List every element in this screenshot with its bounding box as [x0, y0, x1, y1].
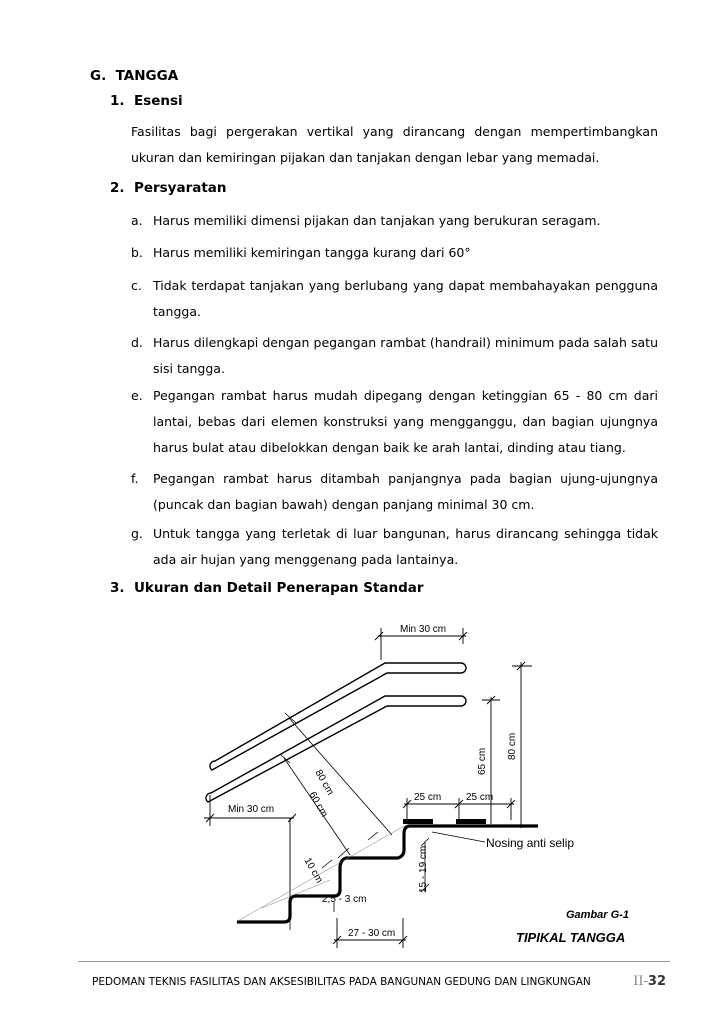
- nosing-pads: [403, 819, 486, 824]
- dim-10: [322, 860, 332, 868]
- list-item-label: g.: [131, 526, 143, 541]
- list-item-text: Untuk tangga yang terletak di luar bangunan, harus dirancang sehingga tidak ada air hujan yang menggenang pada lantainya.: [153, 526, 658, 567]
- subsection-1-number: 1.: [110, 93, 125, 109]
- section-title: TANGGA: [115, 68, 179, 84]
- footer-divider: [78, 961, 670, 962]
- figure-number: Gambar G-1: [566, 909, 629, 921]
- upper-handrail: [210, 663, 466, 770]
- list-item-text: Pegangan rambat harus mudah dipegang dengan ketinggian 65 - 80 cm dari lantai, bebas dari elemen konstruksi yang mengganggu, dan bagian ujungnya harus bulat atau dibelokkan dengan baik ke arah lantai, dinding atau tiang.: [153, 388, 658, 455]
- list-item-text: Pegangan rambat harus ditambah panjangnya pada bagian ujung-ujungnya (puncak dan bagian bawah) dengan panjang minimal 30 cm.: [153, 471, 658, 512]
- page-number: [633, 974, 666, 989]
- esensi-paragraph: Fasilitas bagi pergerakan vertikal yang dirancang dengan mempertimbangkan ukuran dan kemiringan pijakan dan tanjakan dengan lebar yang memadai.: [131, 124, 658, 165]
- label-min30-top: Min 30 cm: [400, 624, 447, 635]
- subsection-2-number: 2.: [110, 180, 125, 196]
- footer-text: PEDOMAN TEKNIS FASILITAS DAN AKSESIBILITAS PADA BANGUNAN GEDUNG DAN LINGKUNGAN: [92, 976, 591, 988]
- label-25-a: 25 cm: [414, 792, 442, 803]
- label-nosing: Nosing anti selip: [486, 836, 575, 850]
- handrails: [206, 663, 466, 802]
- page-num: 32: [647, 974, 666, 989]
- list-item-text: Harus memiliki kemiringan tangga kurang dari 60°: [153, 245, 471, 260]
- list-item-label: e.: [131, 388, 143, 403]
- list-item-text: Tidak terdapat tanjakan yang berlubang yang dapat membahayakan pengguna tangga.: [153, 278, 658, 319]
- subsection-1-title: Esensi: [133, 93, 183, 109]
- label-10: 10 cm: [301, 856, 325, 886]
- lower-handrail: [206, 696, 466, 802]
- label-riser: 15 - 19 cm: [418, 845, 429, 893]
- label-80-incline: 80 cm: [312, 768, 336, 798]
- label-65: 65 cm: [477, 747, 488, 775]
- label-25-b: 25 cm: [466, 792, 494, 803]
- list-item-text: Harus memiliki dimensi pijakan dan tanjakan yang berukuran seragam.: [153, 213, 601, 228]
- list-item-label: b.: [131, 245, 143, 260]
- page-prefix: II-: [633, 974, 648, 989]
- subsection-3-number: 3.: [110, 580, 125, 596]
- list-item-label: c.: [131, 278, 142, 293]
- subsection-3-title: Ukuran dan Detail Penerapan Standar: [133, 580, 424, 596]
- list-item-text: Harus dilengkapi dengan pegangan rambat (handrail) minimum pada salah satu sisi tangga.: [153, 335, 658, 376]
- list-item-label: a.: [131, 213, 143, 228]
- dim-inclined: [280, 713, 392, 858]
- subsection-2-title: Persyaratan: [133, 180, 227, 196]
- list-item-label: f.: [131, 471, 139, 486]
- dim-nose: [290, 902, 334, 930]
- label-60-incline: 60 cm: [306, 790, 330, 820]
- label-tread: 27 - 30 cm: [348, 928, 396, 939]
- figure-title: TIPIKAL TANGGA: [516, 930, 626, 945]
- list-item-label: d.: [131, 335, 143, 350]
- label-80-vertical: 80 cm: [507, 732, 518, 760]
- section-letter: G.: [90, 68, 107, 84]
- label-min30-left: Min 30 cm: [228, 804, 275, 815]
- label-nose: 2,5 - 3 cm: [322, 894, 367, 905]
- nosing-leader: [432, 832, 485, 842]
